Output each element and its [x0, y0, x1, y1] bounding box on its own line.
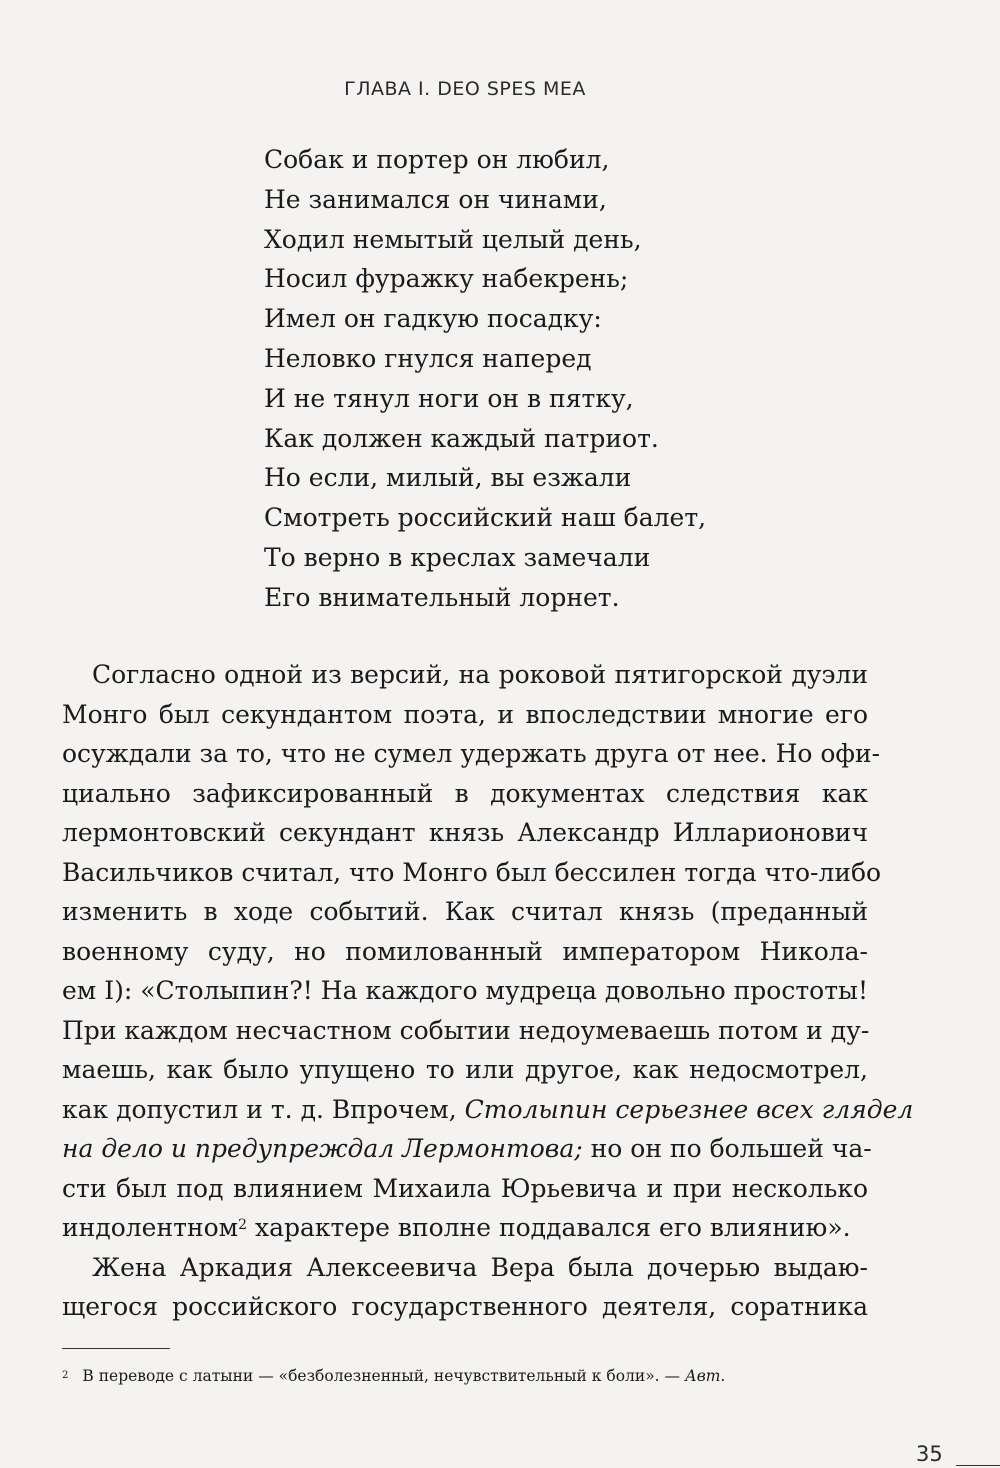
- text-line: При каждом несчастном событии недоумеваешь потом и ду-: [62, 1015, 870, 1045]
- text-line: Васильчиков считал, что Монго был бессилен тогда что-либо: [62, 857, 882, 887]
- footnote-text: В переводе с латыни — «безболезненный, нечувствительный к боли». —: [82, 1367, 685, 1385]
- verse-line: Его внимательный лорнет.: [264, 582, 620, 612]
- body-text: [62, 655, 914, 1327]
- verse-line: Собак и портер он любил,: [264, 145, 610, 174]
- text-line: Монго был секундантом поэта, и впоследствии многие его: [62, 699, 868, 729]
- text-line: сти был под влиянием Михаила Юрьевича и при несколько: [62, 1173, 868, 1203]
- italic-quote: на дело и предупреждал Лермонтова;: [62, 1134, 583, 1163]
- footnote-mark: 2: [62, 1370, 69, 1381]
- footnote-reference[interactable]: 2: [238, 1217, 248, 1233]
- text-line: ем I): «Столыпин?! На каждого мудреца довольно простоты!: [62, 976, 868, 1005]
- text-line: лермонтовский секундант князь Александр Илларионович: [62, 818, 868, 847]
- text-line: военному суду, но помилованный императором Никола-: [62, 936, 868, 966]
- text-line: Жена Аркадия Алексеевича Вера была дочерью выдаю-: [92, 1252, 868, 1282]
- text-line: маешь, как было упущено то или другое, как недосмотрел,: [62, 1055, 868, 1084]
- poem-verse: [264, 140, 706, 618]
- page-number: 35: [916, 1442, 943, 1466]
- paragraph: [62, 1248, 868, 1327]
- text-fragment: индолентном: [62, 1213, 239, 1242]
- text-line: циально зафиксированный в документах следствия как: [62, 778, 868, 808]
- text-fragment: но он по большей ча-: [582, 1134, 872, 1163]
- text-line: Согласно одной из версий, на роковой пятигорской дуэли: [92, 660, 868, 689]
- verse-line: Имел он гадкую посадку:: [264, 304, 602, 334]
- verse-line: То верно в креслах замечали: [264, 542, 651, 572]
- footnote: [62, 1366, 862, 1386]
- verse-line: Носил фуражку набекрень;: [264, 264, 629, 294]
- verse-line: И не тянул ноги он в пятку,: [264, 383, 634, 413]
- footnote-divider: [62, 1348, 170, 1349]
- text-line: осуждали за то, что не сумел удержать друга от нее. Но офи-: [62, 739, 881, 768]
- footnote-author: Авт.: [684, 1367, 726, 1385]
- text-line: [62, 1208, 868, 1248]
- verse-line: Но если, милый, вы езжали: [264, 463, 632, 493]
- text-line: [62, 1129, 872, 1169]
- verse-line: Неловко гнулся наперед: [264, 343, 592, 373]
- verse-line: Не занимался он чинами,: [264, 184, 607, 214]
- verse-line: Ходил немытый целый день,: [264, 224, 642, 254]
- verse-line: Смотреть российский наш балет,: [264, 503, 707, 533]
- text-line: [62, 1090, 914, 1130]
- page-number-rule: [956, 1465, 1000, 1466]
- text-line: изменить в ходе событий. Как считал князь (преданный: [62, 897, 868, 926]
- italic-quote: Столыпин серьезнее всех глядел: [464, 1094, 914, 1124]
- verse-line: Как должен каждый патриот.: [264, 423, 659, 453]
- text-fragment: как допустил и т. д. Впрочем,: [62, 1094, 465, 1124]
- text-line: щегося российского государственного деятеля, соратника: [62, 1292, 868, 1321]
- text-fragment: характере вполне поддавался его влиянию».: [247, 1213, 851, 1242]
- running-head: ГЛАВА I. DEO SPES MEA: [344, 78, 586, 100]
- paragraph: [62, 655, 914, 1248]
